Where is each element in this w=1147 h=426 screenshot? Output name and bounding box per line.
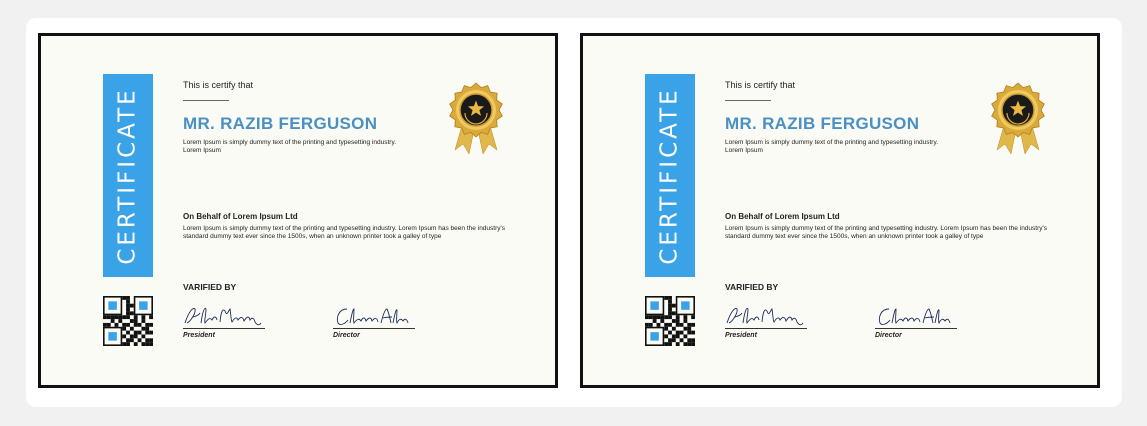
certificate-band-text: CERTIFICATE: [115, 86, 141, 265]
recipient-description: Lorem Ipsum is simply dummy text of the printing and typesetting industry. Lorem Ipsum: [725, 139, 939, 154]
recipient-name: MR. RAZIB FERGUSON: [725, 114, 920, 133]
recipient-name: MR. RAZIB FERGUSON: [183, 114, 378, 133]
director-role: Director: [875, 332, 902, 339]
gold-star-medal-icon: [983, 80, 1053, 160]
certificate-vertical-band: [103, 74, 153, 277]
president-signature-line: [183, 328, 265, 329]
certify-intro-text: This is certify that: [725, 80, 796, 90]
president-signature: [183, 303, 263, 329]
certificate-band-text: CERTIFICATE: [657, 86, 683, 265]
intro-underline: [725, 100, 771, 101]
president-signature: [725, 303, 805, 329]
certificate-2: [580, 33, 1100, 388]
certificate-vertical-band: [645, 74, 695, 277]
qr-code-icon: [645, 296, 695, 346]
verified-by-label: VARIFIED BY: [183, 282, 237, 292]
president-role: President: [725, 332, 757, 339]
behalf-description: Lorem Ipsum is simply dummy text of the printing and typesetting industry. Lorem Ipsum has been the industry's standard dummy text ever since the 1500s, when an unknown printer took a galley of type: [183, 225, 505, 240]
president-signature-line: [725, 328, 807, 329]
behalf-title: On Behalf of Lorem Ipsum Ltd: [183, 212, 298, 221]
director-signature-line: [875, 328, 957, 329]
certificate-1: [38, 33, 558, 388]
verified-by-label: VARIFIED BY: [725, 282, 779, 292]
recipient-description: Lorem Ipsum is simply dummy text of the printing and typesetting industry. Lorem Ipsum: [183, 139, 397, 154]
president-role: President: [183, 332, 215, 339]
certify-intro-text: This is certify that: [183, 80, 254, 90]
director-role: Director: [333, 332, 360, 339]
director-signature: [875, 303, 955, 329]
gold-star-medal-icon: [441, 80, 511, 160]
intro-underline: [183, 100, 229, 101]
director-signature-line: [333, 328, 415, 329]
director-signature: [333, 303, 413, 329]
behalf-title: On Behalf of Lorem Ipsum Ltd: [725, 212, 840, 221]
behalf-description: Lorem Ipsum is simply dummy text of the printing and typesetting industry. Lorem Ipsum has been the industry's standard dummy text ever since the 1500s, when an unknown printer took a galley of type: [725, 225, 1047, 240]
qr-code-icon: [103, 296, 153, 346]
